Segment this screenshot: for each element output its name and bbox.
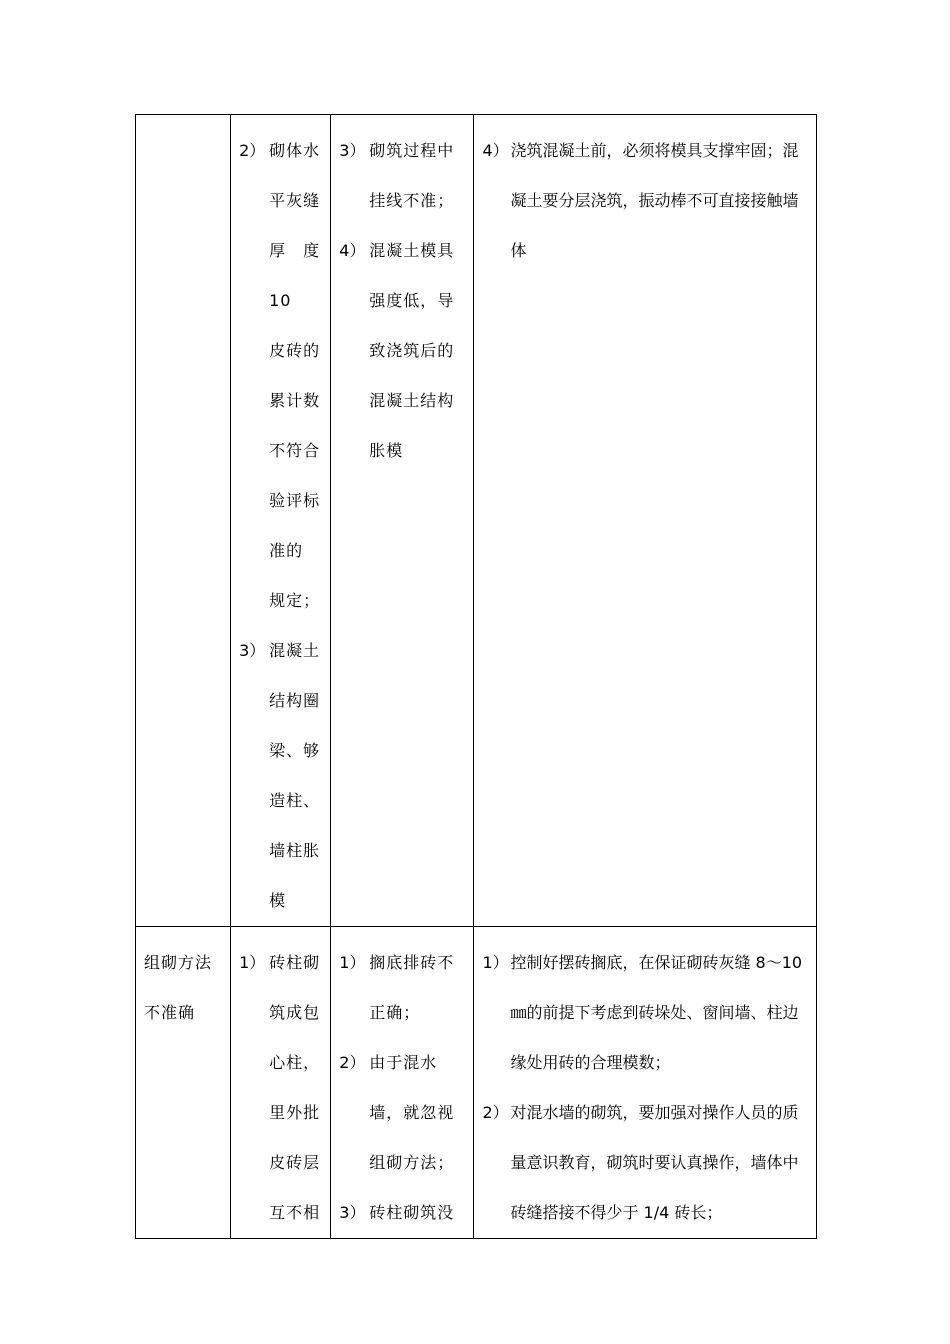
table-row bbox=[136, 927, 817, 1239]
phenomenon-cell bbox=[231, 115, 331, 927]
item-number: 1） bbox=[339, 953, 366, 972]
defect-name: 组砌方法不准确 bbox=[144, 953, 213, 1022]
table-row bbox=[136, 115, 817, 927]
prevention-cell bbox=[474, 115, 817, 927]
item-text: 对混水墙的砌筑，要加强对操作人员的质量意识教育，砌筑时要认真操作，墙体中砖缝搭接不得少于 1/4 砖长； bbox=[510, 1103, 799, 1222]
list-item bbox=[482, 126, 810, 276]
list-item bbox=[339, 938, 467, 1038]
item-text: 搁底排砖不正确； bbox=[369, 953, 455, 1022]
item-number: 4） bbox=[482, 141, 509, 160]
item-text: 砖柱砌筑成包心柱，里外批皮砖层互不相 bbox=[269, 953, 321, 1222]
item-number: 2） bbox=[339, 1053, 366, 1072]
item-number: 1） bbox=[239, 953, 266, 972]
item-number: 4） bbox=[339, 241, 366, 260]
item-number: 2） bbox=[239, 141, 266, 160]
list-item bbox=[482, 938, 810, 1088]
item-text: 浇筑混凝土前，必须将模具支撑牢固；混凝土要分层浇筑，振动棒不可直接接触墙体 bbox=[510, 141, 799, 260]
list-item bbox=[482, 1088, 810, 1238]
item-number: 2） bbox=[482, 1103, 509, 1122]
list-item bbox=[339, 1038, 467, 1188]
item-text: 混凝土模具强度低，导致浇筑后的混凝土结构胀模 bbox=[369, 241, 455, 460]
defect-name-cell bbox=[136, 927, 231, 1239]
item-text: 砌体水平灰缝厚 度10 皮砖的累计数不符合验评标准的 规定； bbox=[269, 141, 321, 610]
list-item bbox=[339, 226, 467, 476]
item-text: 砌筑过程中挂线不准； bbox=[369, 141, 455, 210]
phenomenon-cell bbox=[231, 927, 331, 1239]
list-item bbox=[239, 626, 324, 926]
item-text: 砖柱砌筑没 bbox=[369, 1203, 455, 1222]
item-text: 由于混水墙，就忽视组砌方法； bbox=[369, 1053, 455, 1172]
defect-table bbox=[135, 114, 817, 1239]
cause-cell bbox=[331, 927, 474, 1239]
item-text: 控制好摆砖搁底，在保证砌砖灰缝 8～10 ㎜的前提下考虑到砖垛处、窗间墙、柱边缘处用砖的合理模数； bbox=[510, 953, 803, 1072]
item-number: 3） bbox=[339, 1203, 366, 1222]
prevention-cell bbox=[474, 927, 817, 1239]
list-item bbox=[239, 126, 324, 626]
list-item bbox=[339, 1188, 467, 1238]
list-item bbox=[339, 126, 467, 226]
cause-cell bbox=[331, 115, 474, 927]
item-text: 混凝土结构圈梁、够造柱、墙柱胀模 bbox=[269, 641, 321, 910]
item-number: 3） bbox=[239, 641, 266, 660]
defect-name-cell bbox=[136, 115, 231, 927]
item-number: 1） bbox=[482, 953, 509, 972]
item-number: 3） bbox=[339, 141, 366, 160]
list-item bbox=[239, 938, 324, 1238]
